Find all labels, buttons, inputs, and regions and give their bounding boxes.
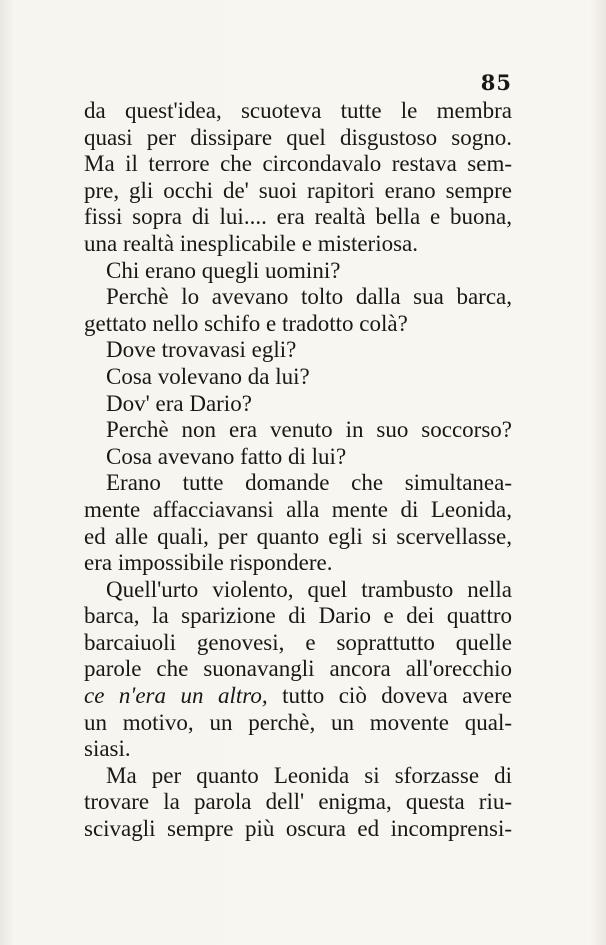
line-text: mente affacciavansi alla mente di Leonida, <box>84 496 512 522</box>
line-text: tutto ciò doveva avere <box>267 683 512 709</box>
line-text: Ma il terrore che circondavalo restava sem- <box>84 151 512 177</box>
line-text: siasi. <box>84 736 131 762</box>
text-line <box>84 497 512 524</box>
line-text: Dov' era Dario? <box>106 390 252 416</box>
text-line <box>84 178 512 205</box>
text-line <box>84 284 512 311</box>
text-line <box>84 603 512 630</box>
line-text: parole che suonavangli ancora all'orecchio <box>84 656 512 682</box>
text-line <box>84 417 512 444</box>
line-text: trovare la parola dell' enigma, questa riu- <box>84 789 512 815</box>
text-line <box>84 391 512 418</box>
line-text: Erano tutte domande che simultanea- <box>106 470 512 496</box>
text-line <box>84 789 512 816</box>
line-text: Quell'urto violento, quel trambusto nella <box>106 576 512 602</box>
text-line <box>84 231 512 258</box>
line-text: Dove trovavasi egli? <box>106 337 297 363</box>
text-line <box>84 736 512 763</box>
text-line <box>84 683 512 710</box>
line-text: Perchè non era venuto in suo soccorso? <box>106 417 512 443</box>
text-line <box>84 125 512 152</box>
line-text: Ma per quanto Leonida si sforzasse di <box>106 762 512 788</box>
italic-phrase: ce n'era un altro, <box>84 683 268 709</box>
text-line <box>84 816 512 843</box>
body-text <box>84 98 512 843</box>
page-number: 85 <box>480 70 512 95</box>
text-line <box>84 550 512 577</box>
text-line <box>84 524 512 551</box>
text-line <box>84 577 512 604</box>
line-text: un motivo, un perchè, un movente qual- <box>84 709 512 735</box>
text-line <box>84 444 512 471</box>
line-text: Perchè lo avevano tolto dalla sua barca, <box>106 284 512 310</box>
text-line <box>84 364 512 391</box>
line-text: Cosa avevano fatto di lui? <box>106 443 347 469</box>
line-text: Cosa volevano da lui? <box>106 363 310 389</box>
line-text: gettato nello schifo e tradotto colà? <box>84 310 408 336</box>
text-line <box>84 151 512 178</box>
text-line <box>84 311 512 338</box>
text-line <box>84 630 512 657</box>
line-text: ed alle quali, per quanto egli si scervellasse, <box>84 523 512 549</box>
text-line <box>84 204 512 231</box>
line-text: barcaiuoli genovesi, e soprattutto quelle <box>84 629 512 655</box>
text-line <box>84 710 512 737</box>
text-line <box>84 258 512 285</box>
text-line <box>84 656 512 683</box>
text-line <box>84 763 512 790</box>
line-text: Chi erano quegli uomini? <box>106 257 341 283</box>
line-text: da quest'idea, scuoteva tutte le membra <box>84 98 512 123</box>
text-line <box>84 98 512 125</box>
line-text: era impossibile rispondere. <box>84 550 333 576</box>
line-text: quasi per dissipare quel disgustoso sogno. <box>84 124 512 150</box>
text-line <box>84 470 512 497</box>
line-text: una realtà inesplicabile e misteriosa. <box>84 230 419 256</box>
line-text: scivagli sempre più oscura ed incomprensi- <box>84 816 512 842</box>
line-text: fissi sopra di lui.... era realtà bella e buona, <box>84 204 512 230</box>
text-line <box>84 337 512 364</box>
line-text: barca, la sparizione di Dario e dei quattro <box>84 603 512 629</box>
line-text: pre, gli occhi de' suoi rapitori erano sempre <box>84 177 512 203</box>
